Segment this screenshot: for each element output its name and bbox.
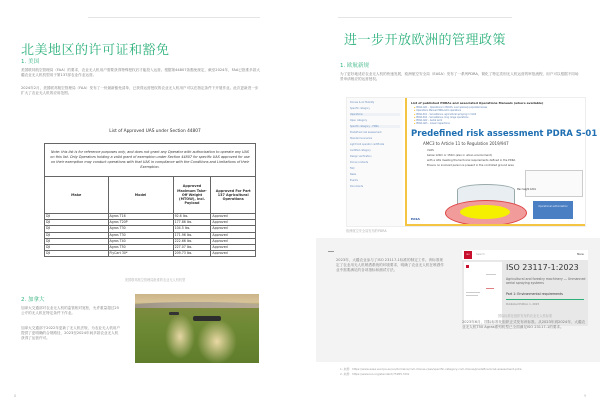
footnote: 2. 来源：https://www.iso.org/standard/75955.html xyxy=(340,372,410,376)
drone-icon xyxy=(193,316,221,321)
sidebar-item: Light UAS operator certificate xyxy=(350,143,385,146)
pdra-bullet: Ensure no involved person is present in the controlled ground area xyxy=(427,164,514,167)
pdra-bullet: below 120m or 150m (also in urban environment) xyxy=(427,154,492,157)
table-title: List of Approved UAS under Section 44807 xyxy=(109,129,201,134)
pdra-link: ▪ PDRA-G03 – Linear inspections xyxy=(414,122,487,125)
cell: 171.96 lbs. xyxy=(173,232,211,238)
section-heading-usa: 1. 美国 xyxy=(21,59,39,65)
pdra-heading: Predefined risk assessment PDRA S-01 xyxy=(411,129,598,139)
column-header: Make xyxy=(45,177,108,214)
cell: FlyCart 30* xyxy=(108,251,173,257)
cell: 209.73 lbs. xyxy=(173,251,211,257)
pdra-link: ▪ PDRA-G02 – Aerial work xyxy=(414,119,487,122)
paragraph: 为了更好地适应农业无人机的快速发展，欧洲航空安全局（EASA）发布了一系列PDRA，简化了特定类别无人机运营的审批流程，用户可以根据不同场景申请相应的运营授权。 xyxy=(340,72,579,81)
easa-sidebar xyxy=(347,98,403,226)
cell: Agras T30 xyxy=(108,226,173,232)
cell: 227.07 lbs. xyxy=(173,244,211,250)
sidebar-item: Standard scenarios xyxy=(350,137,373,140)
cell: Approved xyxy=(211,232,255,238)
table-note: Note: this list is for reference purposes only, and does not grant any Operator with authorization to operate any UAS on this list. Only Operators holding a valid grant of exemption under Section 44807 for specific UAS approved for use on their exemption may conduct operations with that UAS in compliance with the Conditions and Limitations of their Exemption. xyxy=(45,144,255,177)
cell: DJI xyxy=(45,214,108,220)
cell: Approved xyxy=(211,244,255,250)
page-title: 北美地区的许可证和豁免 xyxy=(21,43,170,58)
pdra-link: ▪ Operations Manual PDRA-G01 operations xyxy=(414,109,487,112)
cell: Agras T40 xyxy=(108,238,173,244)
section-heading-eu: 1. 欧航新规 xyxy=(340,63,369,69)
pdra-link: ▪ PDRA-S02 – Surveillance, long range operations xyxy=(414,116,487,119)
sidebar-item: FAQ xyxy=(350,167,355,170)
iso-paragraph: 2023年，大疆农业参与了ISO 23117-1标准的制定工作。该标准规定了农业用无人机喷洒系统的环境要求，明确了农业无人机在喷洒作业中需要满足的各项指标和测试方法。 xyxy=(336,258,444,272)
iso-title: ISO 23117-1:2023 xyxy=(506,263,579,272)
iso-paragraph-2: 2023年6月，国际标准化组织正式发布该标准。从2023年到2024年，大疆农业无人机T50 Agras系列机型已全面满足ISO 23117-1的要求。 xyxy=(462,320,586,329)
cell: DJI xyxy=(45,232,108,238)
header-rule xyxy=(338,17,512,18)
sidebar-item: Events xyxy=(350,179,358,182)
pdra-link: ▪ PDRA-G01 – Operations in BVLOS, over sparsely populated areas xyxy=(414,106,487,109)
sidebar-item: Design verification xyxy=(350,155,372,158)
max-height-label: Max height 120m xyxy=(517,188,537,191)
menu-icon: Menu xyxy=(577,253,584,256)
page-number: 9 xyxy=(584,394,587,398)
pdra-subheading: AMC3 to Article 11 to Regulation 2019/947 xyxy=(423,141,509,146)
table-caption: 美国联邦航空管理局批准的农业无人机机型 xyxy=(124,278,186,282)
sidebar-item: Documents xyxy=(350,185,364,188)
cell: Approved xyxy=(211,214,255,220)
sidebar-item: Specific category – PDRA xyxy=(350,125,400,128)
sidebar-item: Predefined risk assessment xyxy=(350,131,382,134)
cell: DJI xyxy=(45,238,108,244)
easa-logo: EASA xyxy=(411,217,420,221)
page-title: 进一步开放欧洲的管理政策 xyxy=(344,33,507,48)
iso-part: Part 1: Environmental requirements xyxy=(506,292,563,296)
sidebar-item: News xyxy=(350,173,357,176)
paragraph: 加拿大交通部于2022年更新了无人机法规，为农业无人机用户提供了更明确的合规路径，2023至2024年间多款农业无人机获得了运营许可。 xyxy=(21,326,120,340)
iso-edition: Published Edition 1, 2023 xyxy=(506,303,540,306)
search-icon: Search xyxy=(476,253,485,256)
header-rule xyxy=(88,17,260,18)
cell: 222.66 lbs. xyxy=(173,238,211,244)
sidebar-item: Drone incidents xyxy=(350,161,369,164)
column-header: Approved For Part 137 Agricultural Operations xyxy=(211,177,255,214)
cell: DJI xyxy=(45,244,108,250)
sidebar-item: Operations xyxy=(350,113,400,116)
cell: Approved xyxy=(211,238,255,244)
iso-logo: ISO xyxy=(464,251,472,259)
cell: Approved xyxy=(211,226,255,232)
controlled-ground-area xyxy=(460,205,510,219)
iso-caption: 国际标准化组织发布的农业无人机标准 xyxy=(497,314,553,318)
cell: DJI xyxy=(45,251,108,257)
cell: 92.6 lbs. xyxy=(173,214,211,220)
pdra-list xyxy=(411,106,487,126)
cell: Agras T20P xyxy=(108,220,173,226)
cell: Agras T50 xyxy=(108,244,173,250)
paragraph: 美国联邦航空管理局（FAA）的要求，农业无人机用户需要获得特殊授权后才能投入运营。根据第44807条豁免规定，截至2024年，FAA已批准多款大疆农业无人机机型用于第137部农业作业运营。 xyxy=(21,68,260,77)
approved-uas-table xyxy=(44,143,256,257)
pdra-bullet: with a UAS meeting the technical requirements defined in the PDRA xyxy=(427,159,516,162)
drone-icon xyxy=(169,312,179,315)
cell: 104.5 lbs. xyxy=(173,226,211,232)
sidebar-item: Certified category xyxy=(350,149,371,152)
easa-pdra-screenshot xyxy=(346,97,598,227)
page-number: 8 xyxy=(14,394,17,398)
drone-thumbnail xyxy=(525,170,583,197)
cell: Agras T16 xyxy=(108,214,173,220)
iso-subtitle: Agricultural and forestry machinery — Unmanned aerial spraying systems xyxy=(506,277,586,285)
table-row xyxy=(45,251,255,257)
footnote: 1. 来源：https://www.easa.europa.eu/en/domains/civil-drones-rpas/specific-category-civil-drones/predefined-risk-assessment-pdra xyxy=(340,367,522,371)
cell: Approved xyxy=(211,220,255,226)
sidebar-item: Specific category xyxy=(350,107,370,110)
cell: 177.86 lbs. xyxy=(173,220,211,226)
sidebar-item: Drones & Air Mobility xyxy=(350,101,375,104)
operational-authorisation-box: Operational authorisation xyxy=(533,201,573,219)
sidebar-item: Open category xyxy=(350,119,368,122)
pdra-link: ▪ PDRA-S01 – Surveillance, agricultural spraying in VLOS xyxy=(414,113,487,116)
cell: DJI xyxy=(45,226,108,232)
cell: DJI xyxy=(45,220,108,226)
cell: Approved xyxy=(212,251,228,256)
cell: Agras T30 xyxy=(108,232,173,238)
easa-caption: 欧洲航空安全局发布的PDRA xyxy=(346,229,387,233)
column-header: Approved Maximum Take-Off Weight (MTOW), incl. Payload xyxy=(173,177,211,214)
section-heading-canada: 2. 加拿大 xyxy=(21,297,45,303)
pdra-list-title: List of published PDRAs and associated Operations Manuals (where available) xyxy=(411,101,544,105)
drone-spraying-field-photo xyxy=(135,294,259,363)
column-header: Model xyxy=(108,177,173,214)
paragraph: 2024年2月，美国联邦航空管理局（FAA）发布了一份最新豁免清单，已获得运营授权的农业无人机用户可以在指定条件下开展作业。此次更新进一步扩大了农业无人机的应用范围。 xyxy=(21,86,259,95)
paragraph: 加拿大交通部对农业无人机的监管相对宽松，允许重量超过25公斤的无人机在特定条件下作业。 xyxy=(21,306,120,315)
pdra-bullet: VLOS xyxy=(427,149,434,152)
